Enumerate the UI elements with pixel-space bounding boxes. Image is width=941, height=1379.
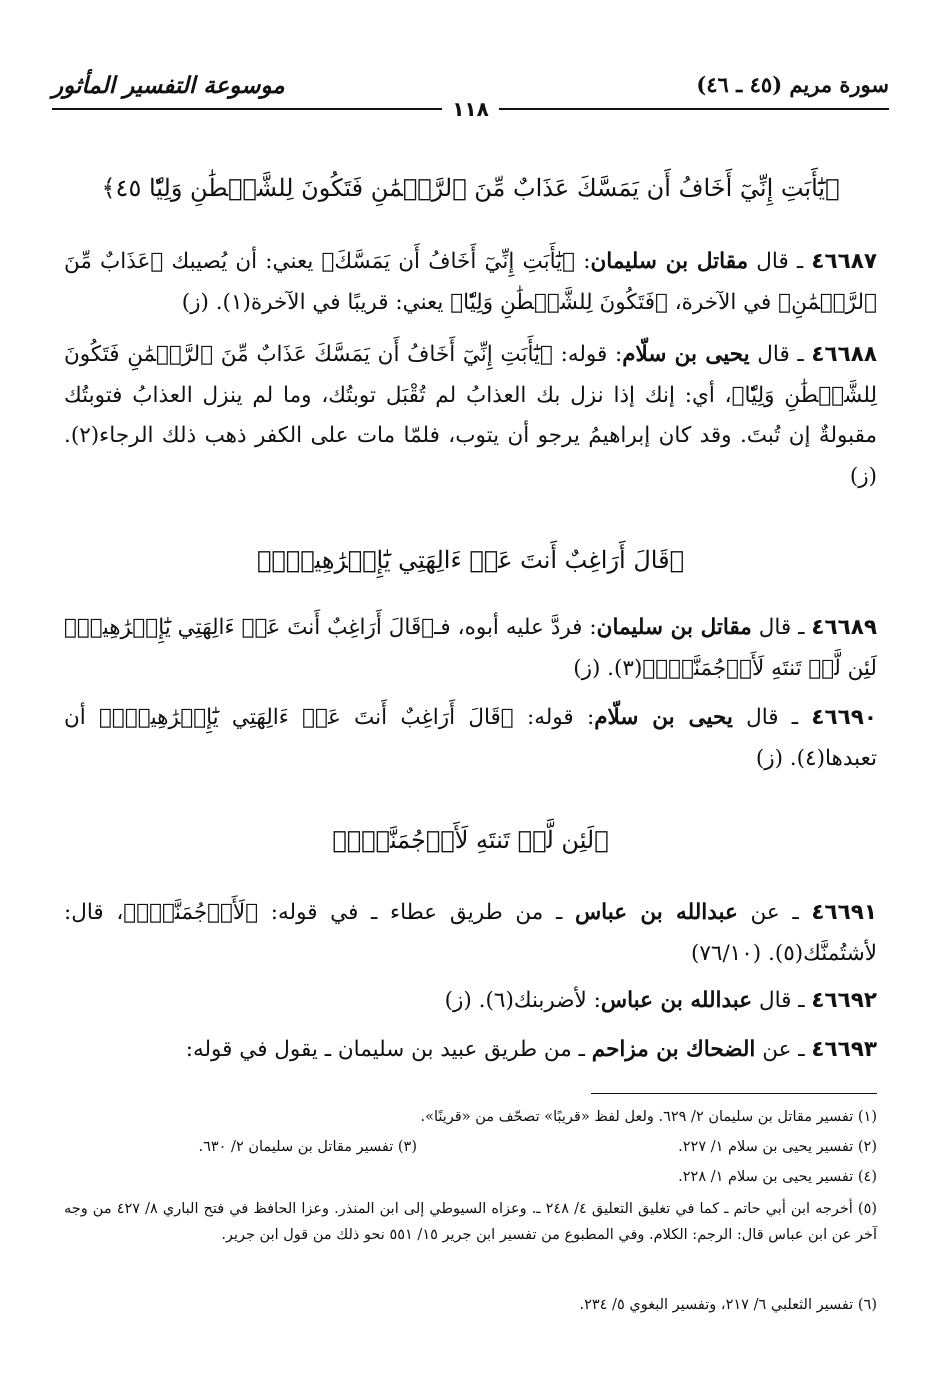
- entry-prefix: ـ قال: [752, 988, 812, 1013]
- entry-prefix: ـ قال: [748, 249, 812, 274]
- entry-number: ٤٦٦٨٧: [811, 249, 877, 274]
- footnote-2: (٢) تفسير يحيى بن سلام ١/ ٢٢٧.: [678, 1139, 877, 1155]
- entry-prefix: ـ قال: [751, 615, 812, 640]
- entry-text: : قوله: ﴿يَٰٓأَبَتِ إِنِّيٓ أَخَافُ أَن يَمَسَّكَ عَذَابٌ مِّنَ ٱلرَّحۡمَٰنِ فَتَكُونَ لِلشَّيۡطَٰنِ وَلِيّٗا﴾، أي: إنك إذا نزل بك العذابُ لم تُقْبَل توبتُك، وما لم ينزل العذابُ فتوبتُك مقبولةٌ إن تُبتَ. وقد كان إبراهيمُ يرجو أن يتوب، فلمّا مات على الكفر ذهب ذلك الرجاء(٢). (ز): [64, 342, 877, 489]
- page-number: ١١٨: [442, 97, 499, 121]
- quran-verse-46b: ﴿لَئِن لَّمۡ تَنتَهِ لَأَرۡجُمَنَّكَۖ﴾: [332, 826, 609, 854]
- book-title: موسوعة التفسير المأثور: [52, 72, 285, 99]
- entry-text: : فردَّ عليه أبوه، فـ﴿قَالَ أَرَاغِبٌ أَنتَ عَنۡ ءَالِهَتِي يَٰٓإِبۡرَٰهِيمُۖ لَئِن لَّمۡ تَنتَهِ لَأَرۡجُمَنَّكَۖ﴾(٣). (ز): [64, 615, 877, 681]
- entry-prefix: ـ قال: [732, 705, 812, 730]
- entry-46692: [64, 981, 877, 1022]
- entry-number: ٤٦٦٩٠: [811, 705, 877, 730]
- entry-text: : لأضربنك(٦). (ز): [444, 988, 601, 1013]
- entry-number: ٤٦٦٨٨: [811, 342, 877, 367]
- narrator-name: عبدالله بن عباس: [574, 900, 738, 925]
- entry-text: : قوله: ﴿قَالَ أَرَاغِبٌ أَنتَ عَنۡ ءَالِهَتِي يَٰٓإِبۡرَٰهِيمُۖ﴾ أن تعبدها(٤). (ز): [64, 705, 877, 771]
- entry-prefix: ـ عن: [755, 1037, 812, 1062]
- footnote-3: (٣) تفسير مقاتل بن سليمان ٢/ ٦٣٠.: [198, 1139, 417, 1155]
- entry-46693: [64, 1030, 877, 1071]
- entry-text: ـ من طريق عبيد بن سليمان ـ يقول في قوله:: [185, 1037, 592, 1062]
- entry-text: ـ من طريق عطاء ـ في قوله: ﴿لَأَرۡجُمَنَّكَۖ﴾، قال: لأشتُمنَّك(٥). (٧٦/١٠): [64, 900, 877, 966]
- entry-text: : ﴿يَٰٓأَبَتِ إِنِّيٓ أَخَافُ أَن يَمَسَّكَ﴾ يعني: أن يُصيبك ﴿عَذَابٌ مِّنَ ٱلرَّحۡمَٰنِ﴾ في الآخرة، ﴿فَتَكُونَ لِلشَّيۡطَٰنِ وَلِيّٗا﴾ يعني: قريبًا في الآخرة(١). (ز): [64, 249, 877, 315]
- entry-number: ٤٦٦٨٩: [811, 615, 877, 640]
- narrator-name: عبدالله بن عباس: [600, 988, 753, 1013]
- entry-46687: [64, 242, 877, 323]
- entry-number: ٤٦٦٩٢: [811, 988, 877, 1013]
- page-number-wrap: [0, 97, 941, 121]
- footnote-6: (٦) تفسير الثعلبي ٦/ ٢١٧، وتفسير البغوي ٥/ ٢٣٤.: [579, 1297, 877, 1313]
- footnote-row-2-3: [64, 1134, 877, 1160]
- quran-verse-45: ﴿يَٰٓأَبَتِ إِنِّيٓ أَخَافُ أَن يَمَسَّكَ عَذَابٌ مِّنَ ٱلرَّحۡمَٰنِ فَتَكُونَ لِلشَّيۡطَٰنِ وَلِيّٗا ٤٥﴾: [101, 174, 840, 202]
- entry-46690: [64, 698, 877, 779]
- narrator-name: يحيى بن سلّام: [622, 342, 750, 367]
- entry-prefix: ـ قال: [749, 342, 812, 367]
- narrator-name: مقاتل بن سليمان: [596, 615, 752, 640]
- footnote-separator: [591, 1093, 877, 1094]
- quran-verse-46a: ﴿قَالَ أَرَاغِبٌ أَنتَ عَنۡ ءَالِهَتِي يَٰٓإِبۡرَٰهِيمُۖ﴾: [257, 546, 684, 574]
- narrator-name: يحيى بن سلّام: [594, 705, 733, 730]
- footnote-5: (٥) أخرجه ابن أبي حاتم ـ كما في تغليق التعليق ٤/ ٢٤٨ ـ. وعزاه السيوطي إلى ابن المنذر. وعزا الحافظ في فتح الباري ٨/ ٤٢٧ من وجه آخر عن ابن عباس قال: الرجم: الكلام. وفي المطبوع من تفسير ابن جرير ١٥/ ٥٥١ نحو ذلك من قول ابن جرير.: [64, 1201, 878, 1243]
- narrator-name: مقاتل بن سليمان: [590, 249, 749, 274]
- footnote-4: (٤) تفسير يحيى بن سلام ١/ ٢٢٨.: [678, 1169, 877, 1185]
- footnote-1: (١) تفسير مقاتل بن سليمان ٢/ ٦٢٩. ولعل لفظ «قريبًا» تصحّف من «قرينًا».: [420, 1109, 877, 1125]
- narrator-name: الضحاك بن مزاحم: [591, 1037, 756, 1062]
- surah-reference: سورة مريم (٤٥ ـ ٤٦): [696, 72, 889, 97]
- entry-46691: [64, 893, 877, 974]
- entry-prefix: ـ عن: [737, 900, 812, 925]
- entry-46689: [64, 608, 877, 689]
- entry-number: ٤٦٦٩١: [811, 900, 877, 925]
- entry-46688: [64, 335, 877, 497]
- entry-number: ٤٦٦٩٣: [811, 1037, 877, 1062]
